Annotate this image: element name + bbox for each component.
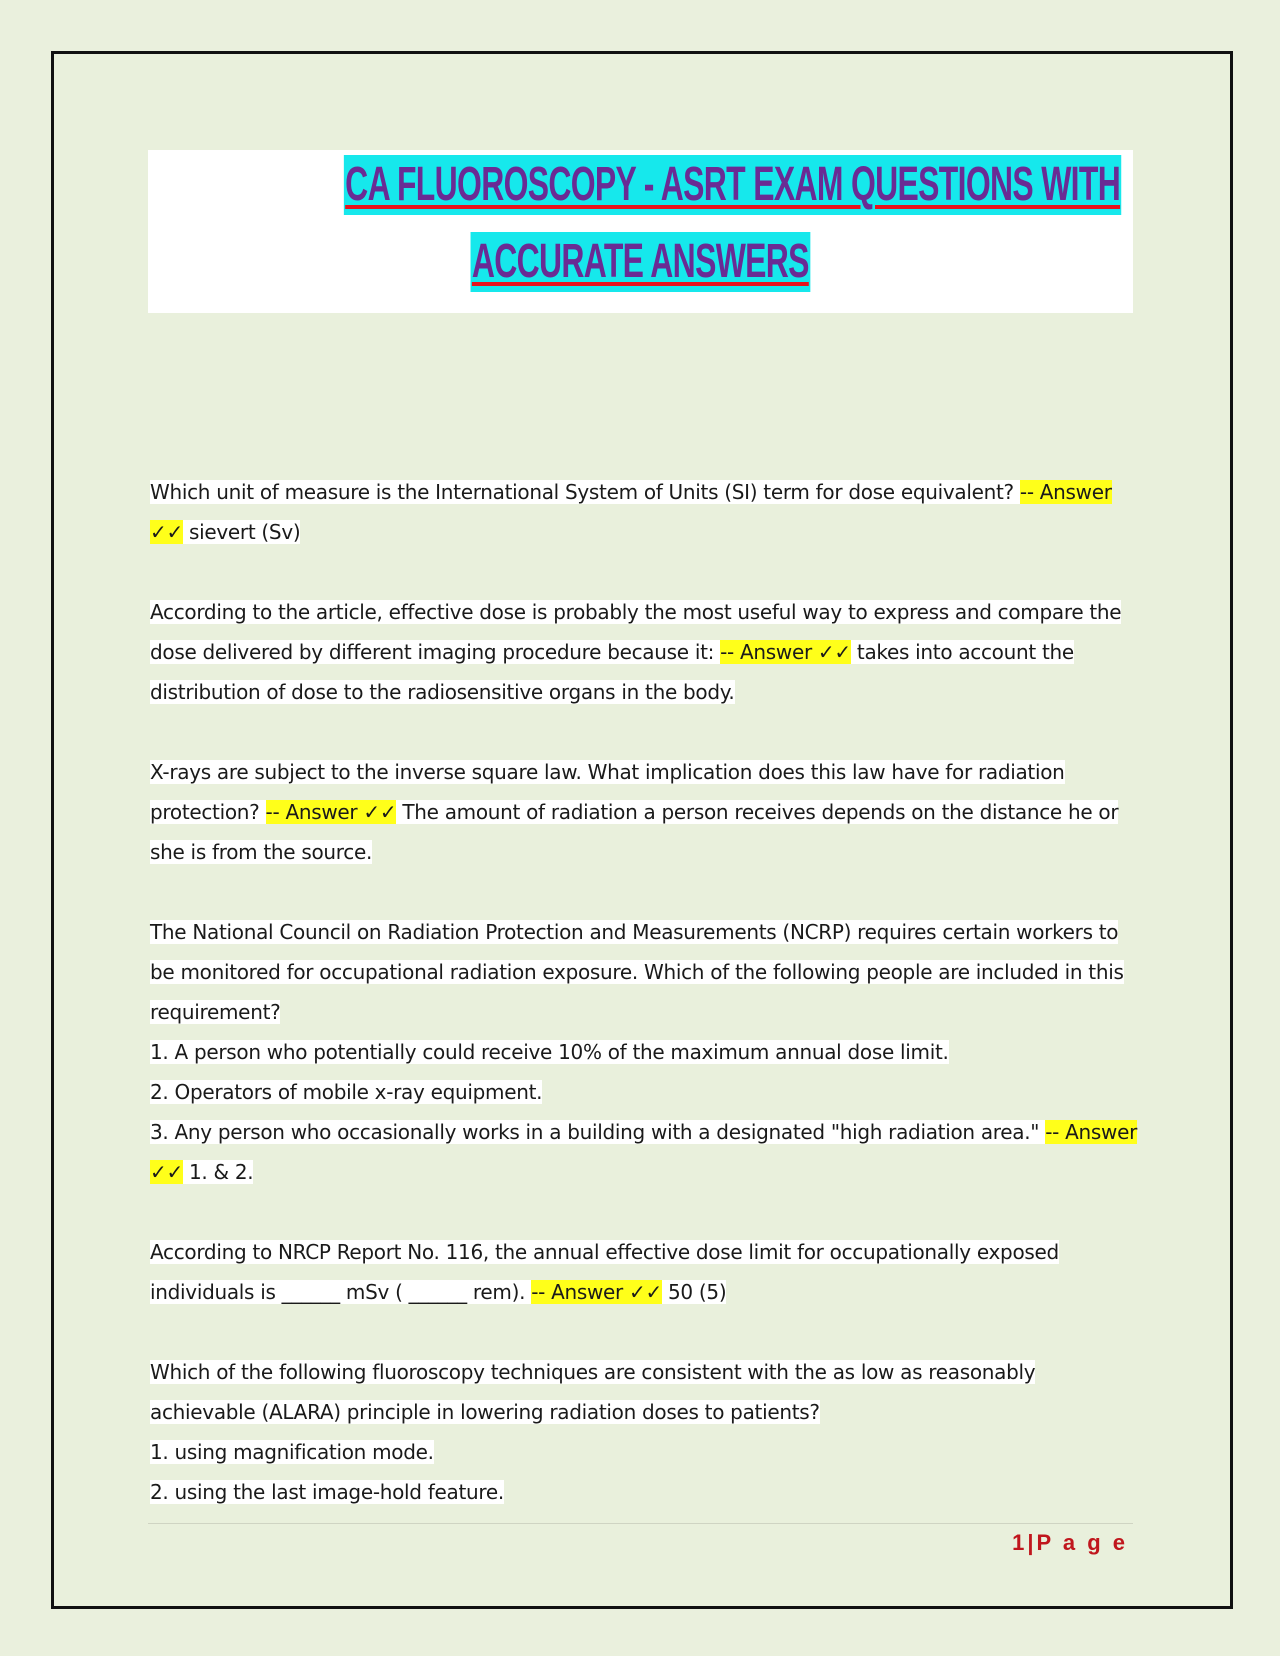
option-text: 3. Any person who occasionally works in a building with a designated "high radiation area." <box>150 1120 1046 1144</box>
option-text: 2. using the last image-hold feature. <box>150 1480 504 1504</box>
answer-text: 50 (5) <box>661 1280 727 1304</box>
title-banner <box>148 150 1133 313</box>
qa-item-6 <box>150 1352 1140 1512</box>
answer-text: The amount of radiation a person receives depends on the distance he or she is from the source. <box>150 800 1119 864</box>
answer-marker: -- Answer ✓✓ <box>150 1120 1138 1184</box>
document-title-line-2: ACCURATE ANSWERS <box>471 232 811 292</box>
question-text: According to the article, effective dose is probably the most useful way to express and compare the dose delivered by different imaging procedure because it: <box>150 600 1122 664</box>
qa-item-5 <box>150 1232 1140 1312</box>
question-text: Which unit of measure is the International System of Units (SI) term for dose equivalent? <box>150 480 1020 504</box>
qa-item-3 <box>150 752 1140 872</box>
qa-item-2 <box>150 592 1140 712</box>
qa-content <box>150 472 1140 1552</box>
answer-marker: -- Answer ✓✓ <box>265 800 397 824</box>
answer-marker: -- Answer ✓✓ <box>531 1280 662 1304</box>
question-text: X-rays are subject to the inverse square law. What implication does this law have for radiation protection? <box>150 760 1065 824</box>
footer-divider <box>148 1523 1133 1524</box>
answer-marker: -- Answer ✓✓ <box>720 640 851 664</box>
answer-text: takes into account the distribution of dose to the radiosensitive organs in the body. <box>150 640 1074 704</box>
qa-item-1 <box>150 472 1140 552</box>
answer-text: sievert (Sv) <box>182 520 301 544</box>
question-text: The National Council on Radiation Protection and Measurements (NCRP) requires certain workers to be monitored for occupational radiation exposure. Which of the following people are included in this requirement? <box>150 920 1124 1024</box>
question-text: According to NRCP Report No. 116, the annual effective dose limit for occupationally exposed individuals is ______ mSv ( ______ rem). <box>150 1240 1059 1304</box>
option-text: 1. using magnification mode. <box>150 1440 434 1464</box>
qa-item-4 <box>150 912 1140 1192</box>
question-text: Which of the following fluoroscopy techniques are consistent with the as low as reasonably achievable (ALARA) principle in lowering radiation doses to patients? <box>150 1360 1036 1424</box>
option-text: 1. A person who potentially could receive 10% of the maximum annual dose limit. <box>150 1040 949 1064</box>
option-text: 2. Operators of mobile x-ray equipment. <box>150 1080 543 1104</box>
answer-marker: -- Answer ✓✓ <box>150 480 1112 544</box>
answer-text: 1. & 2. <box>182 1160 254 1184</box>
document-title-line-1: CA FLUOROSCOPY - ASRT EXAM QUESTIONS WITH <box>344 155 1122 215</box>
page-number: 1|P a g e <box>1012 1530 1128 1555</box>
